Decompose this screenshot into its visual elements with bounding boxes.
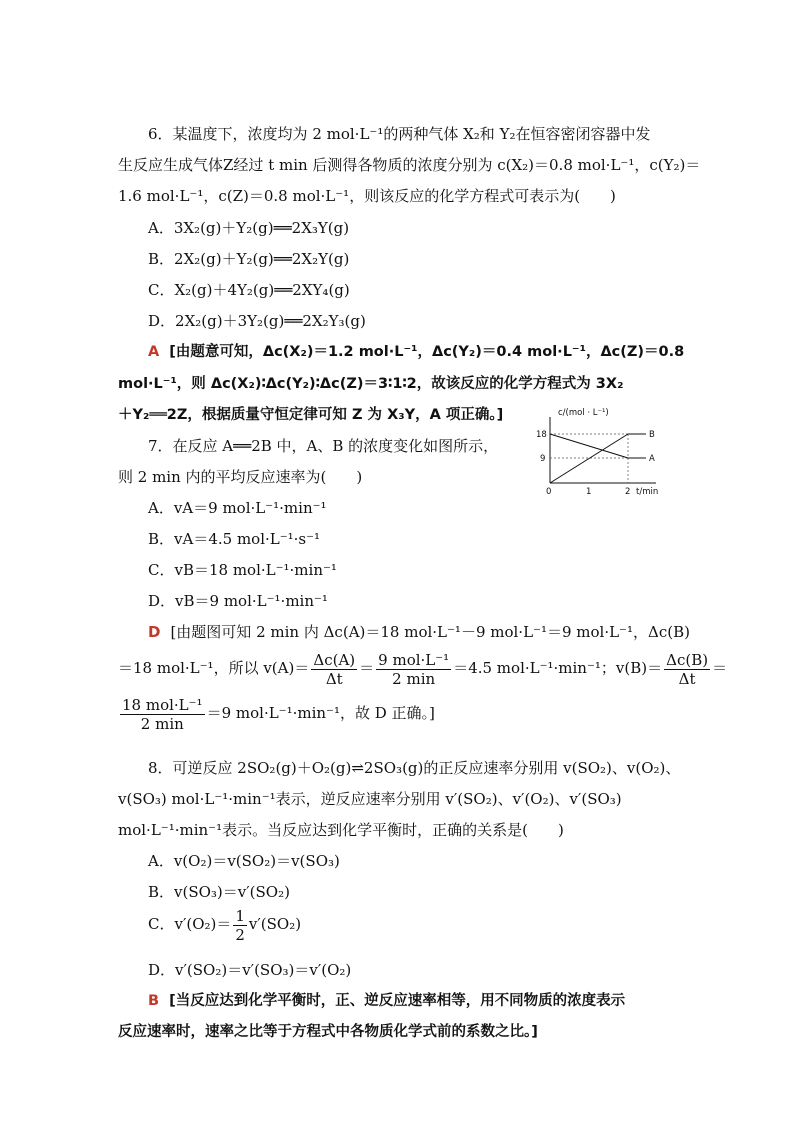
q7-stem-line1: 7．在反应 A══2B 中，A、B 的浓度变化如图所示， — [148, 437, 499, 455]
graph-svg — [528, 405, 668, 497]
q6-option-a: A．3X₂(g)＋Y₂(g)══2X₃Y(g) — [148, 219, 350, 237]
q6-stem-line3: 1.6 mol·L⁻¹，c(Z)＝0.8 mol·L⁻¹，则该反应的化学方程式可表示为( ) — [118, 187, 616, 205]
graph-xlabel: t/min — [636, 487, 659, 497]
q7-answer-part-c: ＝ — [712, 659, 728, 677]
q7-answer-line1 — [148, 622, 690, 642]
q6-answer-line3: ＋Y₂══2Z，根据质量守恒定律可知 Z 为 X₃Y，A 项正确。] — [118, 407, 504, 423]
q7-answer-part-b: ＝4.5 mol·L⁻¹·min⁻¹；v(B)＝ — [453, 659, 663, 677]
q8-option-c-part-a: C．v′(O₂)＝ — [148, 915, 232, 933]
q8-option-b: B．v(SO₃)＝v′(SO₂) — [148, 883, 290, 901]
q8-answer-line1 — [148, 991, 625, 1011]
q8-stem-line2: v(SO₃) mol·L⁻¹·min⁻¹表示，逆反应速率分别用 v′(SO₂)、v′(O₂)、v′(SO₃) — [118, 790, 622, 808]
x-tick-1: 1 — [586, 487, 592, 497]
q7-option-b: B．vA＝4.5 mol·L⁻¹·s⁻¹ — [148, 530, 321, 548]
q8-stem-line3: mol·L⁻¹·min⁻¹表示。当反应达到化学平衡时，正确的关系是( ) — [118, 821, 564, 839]
q6-option-c: C．X₂(g)＋4Y₂(g)══2XY₄(g) — [148, 281, 350, 299]
q6-stem-line1: 6．某温度下，浓度均为 2 mol·L⁻¹的两种气体 X₂和 Y₂在恒容密闭容器中发 — [148, 125, 651, 143]
series-b-label: B — [649, 430, 655, 440]
frac-den: Δt — [325, 669, 343, 688]
series-b-line — [550, 434, 628, 483]
q7-answer-line2 — [118, 648, 727, 688]
q8-option-c — [148, 904, 301, 944]
q6-answer-text1: [由题意可知，Δc(X₂)＝1.2 mol·L⁻¹，Δc(Y₂)＝0.4 mol·L⁻¹，Δc(Z)＝0.8 — [169, 344, 685, 360]
q6-answer-letter: A — [148, 344, 160, 360]
q6-answer-line1 — [148, 342, 684, 362]
q8-option-c-part-b: v′(SO₂) — [248, 915, 302, 933]
q6-answer-line2: mol·L⁻¹，则 Δc(X₂)∶Δc(Y₂)∶Δc(Z)＝3∶1∶2，故该反应的化学方程式为 3X₂ — [118, 376, 624, 392]
fraction-delta-ca — [311, 651, 357, 688]
q7-option-c: C．vB＝18 mol·L⁻¹·min⁻¹ — [148, 561, 337, 579]
frac-den: 2 — [235, 925, 245, 944]
frac-den: 2 min — [392, 669, 436, 688]
frac-num: 1 — [235, 906, 245, 925]
y-tick-18: 18 — [536, 430, 547, 440]
q7-answer-line3 — [118, 693, 435, 733]
q6-option-d: D．2X₂(g)＋3Y₂(g)══2X₂Y₃(g) — [148, 312, 366, 330]
fraction-delta-cb — [664, 651, 710, 688]
q7-answer-text1: [由题图可知 2 min 内 Δc(A)＝18 mol·L⁻¹－9 mol·L⁻¹＝9 mol·L⁻¹，Δc(B) — [170, 623, 690, 641]
q7-answer-part-d: ＝9 mol·L⁻¹·min⁻¹，故 D 正确。] — [206, 704, 435, 722]
concentration-time-graph — [528, 405, 668, 497]
series-a-label: A — [649, 454, 655, 464]
q7-answer-letter: D — [148, 623, 161, 641]
q6-option-b: B．2X₂(g)＋Y₂(g)══2X₂Y(g) — [148, 250, 350, 268]
frac-den: Δt — [678, 669, 696, 688]
frac-num: Δc(B) — [666, 650, 709, 669]
q7-option-a: A．vA＝9 mol·L⁻¹·min⁻¹ — [148, 499, 327, 517]
q8-stem-line1: 8．可逆反应 2SO₂(g)＋O₂(g)⇌2SO₃(g)的正反应速率分别用 v(SO₂)、v(O₂)、 — [148, 759, 681, 777]
q7-answer-part-a: ＝18 mol·L⁻¹，所以 v(A)＝ — [118, 659, 310, 677]
frac-num: 18 mol·L⁻¹ — [122, 695, 203, 714]
equals-sign: ＝ — [359, 659, 375, 677]
q7-stem-line2: 则 2 min 内的平均反应速率为( ) — [118, 468, 363, 486]
frac-num: Δc(A) — [313, 650, 356, 669]
q7-option-d: D．vB＝9 mol·L⁻¹·min⁻¹ — [148, 592, 328, 610]
q8-option-a: A．v(O₂)＝v(SO₂)＝v(SO₃) — [148, 852, 340, 870]
frac-den: 2 min — [140, 714, 184, 733]
fraction-18-over-2 — [120, 696, 205, 733]
frac-num: 9 mol·L⁻¹ — [378, 650, 450, 669]
x-tick-0: 0 — [546, 487, 552, 497]
fraction-9-over-2 — [376, 651, 451, 688]
fraction-one-half — [233, 907, 247, 944]
y-tick-9: 9 — [540, 454, 546, 464]
x-tick-2: 2 — [625, 487, 631, 497]
q6-stem-line2: 生反应生成气体Z经过 t min 后测得各物质的浓度分别为 c(X₂)＝0.8 mol·L⁻¹，c(Y₂)＝ — [118, 156, 701, 174]
q8-answer-letter: B — [148, 993, 160, 1009]
graph-ylabel: c/(mol · L⁻¹) — [558, 408, 609, 418]
series-a-line — [550, 434, 628, 458]
q8-answer-text1: [当反应达到化学平衡时，正、逆反应速率相等，用不同物质的浓度表示 — [169, 993, 626, 1009]
q8-option-d: D．v′(SO₂)＝v′(SO₃)＝v′(O₂) — [148, 961, 352, 979]
q8-answer-line2: 反应速率时，速率之比等于方程式中各物质化学式前的系数之比。] — [118, 1024, 538, 1040]
